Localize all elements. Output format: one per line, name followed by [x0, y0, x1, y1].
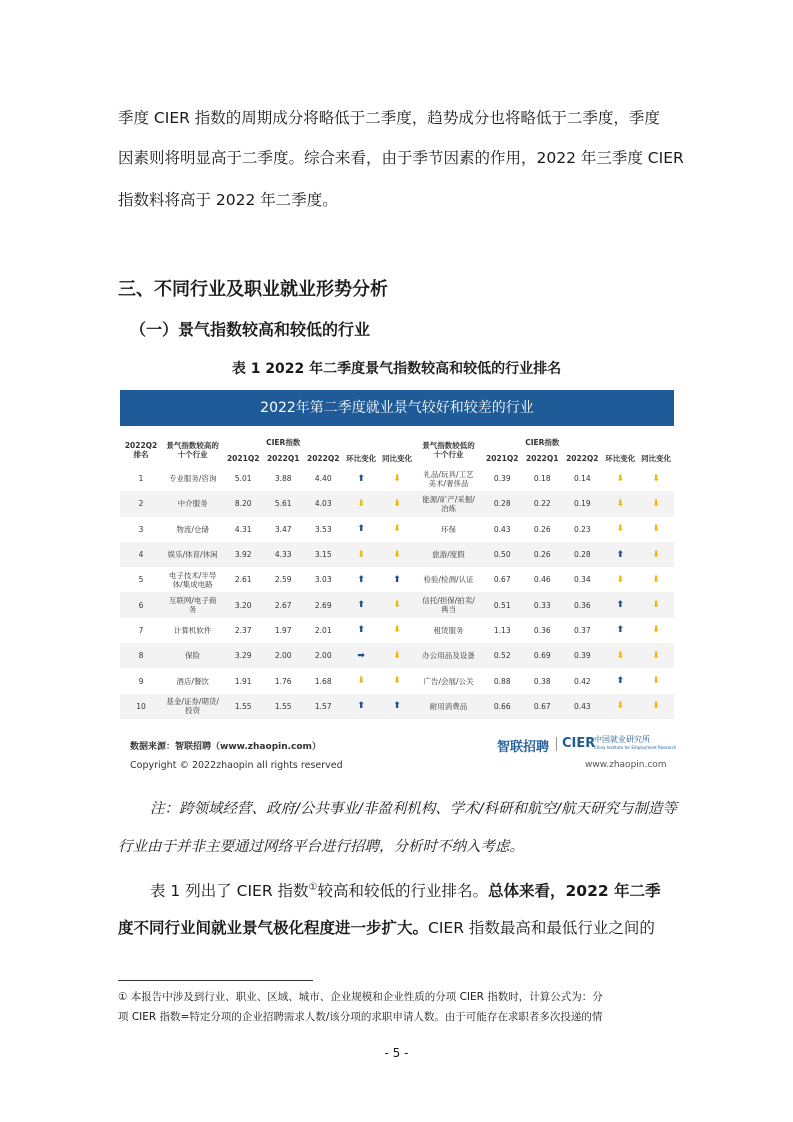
arrow-up-icon: ⬆: [616, 676, 624, 687]
value-cell: 1.68: [303, 668, 343, 693]
table-row: [120, 491, 674, 516]
mom-indicator: [343, 491, 379, 516]
arrow-down-icon: ⬇: [616, 574, 624, 585]
header-high-industry: 景气指数较高的 十个行业: [166, 441, 219, 459]
value-cell: 3.53: [303, 517, 343, 542]
yoy-indicator: [638, 466, 674, 491]
arrow-down-icon: ⬇: [616, 701, 624, 712]
high-industry-cell: 物流/仓储: [162, 517, 223, 542]
low-industry-cell: 检验/检测/认证: [415, 567, 482, 592]
value-cell: 2.01: [303, 618, 343, 643]
cier-logo-cn: 中国就业研究所: [594, 735, 650, 744]
mom-indicator: [602, 592, 638, 617]
yoy-indicator: [638, 567, 674, 592]
yoy-indicator: [379, 694, 415, 719]
cier-logo-en: China Institute for Employment Research: [594, 745, 677, 750]
arrow-up-icon: ⬆: [357, 701, 365, 712]
mom-indicator: [343, 542, 379, 567]
value-cell: 1.55: [223, 694, 263, 719]
value-cell: 0.14: [562, 466, 602, 491]
value-cell: 0.28: [562, 542, 602, 567]
rank-cell: 6: [120, 592, 162, 617]
arrow-down-icon: ⬇: [357, 549, 365, 560]
arrow-down-icon: ⬇: [616, 498, 624, 509]
value-cell: 5.61: [263, 491, 303, 516]
rank-cell: 8: [120, 643, 162, 668]
yoy-indicator: [638, 618, 674, 643]
value-cell: 0.46: [522, 567, 562, 592]
arrow-down-icon: ⬇: [616, 473, 624, 484]
yoy-indicator: [379, 668, 415, 693]
value-cell: 2.67: [263, 592, 303, 617]
value-cell: 0.19: [562, 491, 602, 516]
value-cell: 1.97: [263, 618, 303, 643]
table-caption: 表 1 2022 年二季度景气指数较高和较低的行业排名: [231, 361, 562, 377]
high-industry-cell: 酒店/餐饮: [162, 668, 223, 693]
arrow-down-icon: ⬇: [393, 524, 401, 535]
high-industry-cell: 电子技术/半导 体/集成电路: [162, 567, 223, 592]
low-industry-cell: 办公用品及设备: [415, 643, 482, 668]
subheader: 环比变化: [605, 453, 636, 463]
value-cell: 2.37: [223, 618, 263, 643]
value-cell: 1.76: [263, 668, 303, 693]
body-line-1: 季度 CIER 指数的周期成分将略低于二季度，趋势成分也将略低于二季度，季度: [118, 109, 660, 127]
para2-text: CIER 指数最高和最低行业之间的: [428, 919, 655, 937]
table-note-line-2: 行业由于并非主要通过网络平台进行招聘，分析时不纳入考虑。: [118, 839, 524, 855]
low-industry-cell: 广告/会展/公关: [415, 668, 482, 693]
mom-indicator: [343, 618, 379, 643]
yoy-indicator: [379, 643, 415, 668]
value-cell: 0.38: [522, 668, 562, 693]
yoy-indicator: [379, 567, 415, 592]
mom-indicator: [602, 668, 638, 693]
yoy-indicator: [638, 643, 674, 668]
value-cell: 0.36: [562, 592, 602, 617]
low-industry-cell: 旅游/度假: [415, 542, 482, 567]
arrow-down-icon: ⬇: [652, 676, 660, 687]
logo-divider: [556, 737, 557, 751]
value-cell: 3.47: [263, 517, 303, 542]
para2-emphasis: 总体来看，2022 年二季: [488, 882, 661, 901]
subsection-heading: （一）景气指数较高和较低的行业: [130, 320, 371, 339]
arrow-down-icon: ⬇: [652, 625, 660, 636]
value-cell: 0.39: [482, 466, 522, 491]
value-cell: 3.20: [223, 592, 263, 617]
mom-indicator: [343, 567, 379, 592]
arrow-up-icon: ⬆: [357, 625, 365, 636]
yoy-indicator: [379, 466, 415, 491]
arrow-down-icon: ⬇: [652, 701, 660, 712]
value-cell: 0.39: [562, 643, 602, 668]
body-para2-line-2: [118, 918, 678, 938]
rank-cell: 4: [120, 542, 162, 567]
subheader: 2021Q2: [486, 453, 519, 463]
arrow-down-icon: ⬇: [393, 498, 401, 509]
mom-indicator: [343, 643, 379, 668]
value-cell: 0.43: [482, 517, 522, 542]
arrow-up-icon: ⬆: [616, 600, 624, 611]
para2-text: 表 1 列出了 CIER 指数: [150, 882, 309, 901]
subheader: 2022Q1: [526, 453, 559, 463]
yoy-indicator: [638, 517, 674, 542]
value-cell: 0.50: [482, 542, 522, 567]
arrow-down-icon: ⬇: [652, 498, 660, 509]
cier-logo: CIER: [562, 736, 596, 751]
mom-indicator: [602, 466, 638, 491]
table-row: [120, 567, 674, 592]
para2-emphasis: 度不同行业间就业景气极化程度进一步扩大。: [118, 919, 429, 937]
arrow-down-icon: ⬇: [616, 650, 624, 661]
subheader: 2021Q2: [226, 453, 260, 463]
value-cell: 3.03: [303, 567, 343, 592]
high-industry-cell: 中介服务: [162, 491, 223, 516]
value-cell: 3.92: [223, 542, 263, 567]
subheader: 同比变化: [381, 453, 412, 463]
arrow-up-icon: ⬆: [393, 574, 401, 585]
mom-indicator: [602, 567, 638, 592]
subheader: 环比变化: [346, 453, 377, 463]
value-cell: 0.33: [522, 592, 562, 617]
arrow-down-icon: ⬇: [393, 473, 401, 484]
arrow-down-icon: ⬇: [393, 600, 401, 611]
value-cell: 0.26: [522, 517, 562, 542]
value-cell: 0.88: [482, 668, 522, 693]
arrow-down-icon: ⬇: [652, 574, 660, 585]
high-industry-cell: 保险: [162, 643, 223, 668]
mom-indicator: [602, 542, 638, 567]
rank-cell: 9: [120, 668, 162, 693]
value-cell: 0.26: [522, 542, 562, 567]
value-cell: 2.59: [263, 567, 303, 592]
yoy-indicator: [638, 491, 674, 516]
arrow-down-icon: ⬇: [357, 676, 365, 687]
value-cell: 4.33: [263, 542, 303, 567]
para2-text: 较高和较低的行业排名。: [317, 882, 489, 901]
yoy-indicator: [638, 668, 674, 693]
value-cell: 4.03: [303, 491, 343, 516]
table-row: [120, 466, 674, 491]
copyright: Copyright © 2022zhaopin all rights reserved: [130, 760, 343, 771]
arrow-up-icon: ⬆: [357, 574, 365, 585]
mom-indicator: [602, 694, 638, 719]
value-cell: 2.00: [303, 643, 343, 668]
value-cell: 1.91: [223, 668, 263, 693]
arrow-down-icon: ⬇: [393, 676, 401, 687]
value-cell: 0.36: [522, 618, 562, 643]
value-cell: 1.13: [482, 618, 522, 643]
yoy-indicator: [379, 542, 415, 567]
data-source: 数据来源：智联招聘（www.zhaopin.com）: [130, 742, 321, 752]
arrow-up-icon: ⬆: [357, 600, 365, 611]
value-cell: 0.34: [562, 567, 602, 592]
rank-cell: 10: [120, 694, 162, 719]
value-cell: 0.28: [482, 491, 522, 516]
value-cell: 0.69: [522, 643, 562, 668]
footnote-rule: [118, 980, 313, 981]
arrow-up-icon: ⬆: [616, 625, 624, 636]
zhaopin-logo: 智联招聘: [497, 740, 550, 755]
value-cell: 0.22: [522, 491, 562, 516]
subheader: 2022Q2: [566, 453, 599, 463]
footnote-line-1: ① 本报告中涉及到行业、职业、区域、城市、企业规模和企业性质的分项 CIER 指数时，计算公式为：分: [118, 991, 603, 1003]
yoy-indicator: [379, 592, 415, 617]
value-cell: 3.15: [303, 542, 343, 567]
arrow-down-icon: ⬇: [652, 473, 660, 484]
rank-cell: 2: [120, 491, 162, 516]
arrow-down-icon: ⬇: [652, 600, 660, 611]
mom-indicator: [602, 618, 638, 643]
value-cell: 1.55: [263, 694, 303, 719]
table-row: [120, 694, 674, 719]
low-industry-cell: 礼品/玩具/工艺 美术/奢侈品: [415, 466, 482, 491]
table-row: [120, 542, 674, 567]
industry-ranking-table: [120, 434, 674, 719]
value-cell: 0.23: [562, 517, 602, 542]
arrow-right-icon: ➡: [357, 650, 365, 661]
value-cell: 0.67: [482, 567, 522, 592]
arrow-down-icon: ⬇: [652, 524, 660, 535]
value-cell: 8.20: [223, 491, 263, 516]
header-cier-high: CIER指数: [266, 437, 301, 447]
site-url: www.zhaopin.com: [585, 760, 667, 770]
value-cell: 0.52: [482, 643, 522, 668]
value-cell: 0.67: [522, 694, 562, 719]
subheader: 同比变化: [641, 453, 672, 463]
low-industry-cell: 耐用消费品: [415, 694, 482, 719]
section-heading: 三、不同行业及职业就业形势分析: [118, 279, 388, 300]
mom-indicator: [343, 466, 379, 491]
arrow-down-icon: ⬇: [393, 549, 401, 560]
arrow-down-icon: ⬇: [357, 498, 365, 509]
arrow-down-icon: ⬇: [652, 650, 660, 661]
value-cell: 2.69: [303, 592, 343, 617]
table-row: [120, 592, 674, 617]
mom-indicator: [343, 668, 379, 693]
rank-cell: 5: [120, 567, 162, 592]
yoy-indicator: [638, 694, 674, 719]
arrow-up-icon: ⬆: [393, 701, 401, 712]
rank-cell: 1: [120, 466, 162, 491]
high-industry-cell: 基金/证券/期货/ 投资: [162, 694, 223, 719]
value-cell: 0.51: [482, 592, 522, 617]
low-industry-cell: 能源/矿产/采掘/ 冶炼: [415, 491, 482, 516]
mom-indicator: [602, 517, 638, 542]
value-cell: 2.61: [223, 567, 263, 592]
value-cell: 0.43: [562, 694, 602, 719]
header-cier-low: CIER指数: [525, 437, 560, 447]
table-row: [120, 668, 674, 693]
value-cell: 0.66: [482, 694, 522, 719]
table-row: [120, 618, 674, 643]
body-para2-line-1: [150, 878, 710, 901]
header-low-industry: 景气指数较低的 十个行业: [422, 441, 475, 459]
value-cell: 0.42: [562, 668, 602, 693]
table-banner: 2022年第二季度就业景气较好和较差的行业: [120, 390, 674, 426]
arrow-down-icon: ⬇: [393, 650, 401, 661]
subheader: 2022Q1: [266, 453, 300, 463]
high-industry-cell: 计算机软件: [162, 618, 223, 643]
mom-indicator: [343, 517, 379, 542]
yoy-indicator: [638, 592, 674, 617]
low-industry-cell: 租赁服务: [415, 618, 482, 643]
arrow-up-icon: ⬆: [616, 549, 624, 560]
value-cell: 0.37: [562, 618, 602, 643]
high-industry-cell: 娱乐/体育/休闲: [162, 542, 223, 567]
footnote-line-2: 项 CIER 指数=特定分项的企业招聘需求人数/该分项的求职申请人数。由于可能存在求职者多次投递的情: [118, 1011, 603, 1023]
mom-indicator: [343, 694, 379, 719]
subheader: 2022Q2: [307, 453, 340, 463]
yoy-indicator: [379, 491, 415, 516]
value-cell: 4.31: [223, 517, 263, 542]
value-cell: 0.18: [522, 466, 562, 491]
table-row: [120, 517, 674, 542]
footnote-ref[interactable]: ①: [308, 882, 318, 893]
body-line-3: 指数料将高于 2022 年二季度。: [118, 191, 338, 209]
value-cell: 2.00: [263, 643, 303, 668]
arrow-down-icon: ⬇: [616, 524, 624, 535]
arrow-up-icon: ⬆: [357, 473, 365, 484]
yoy-indicator: [379, 618, 415, 643]
mom-indicator: [602, 491, 638, 516]
rank-cell: 3: [120, 517, 162, 542]
low-industry-cell: 信托/担保/拍卖/ 典当: [415, 592, 482, 617]
high-industry-cell: 专业服务/咨询: [162, 466, 223, 491]
mom-indicator: [602, 643, 638, 668]
yoy-indicator: [379, 517, 415, 542]
value-cell: 5.01: [223, 466, 263, 491]
low-industry-cell: 环保: [415, 517, 482, 542]
arrow-down-icon: ⬇: [393, 625, 401, 636]
header-rank: 2022Q2 排名: [124, 441, 158, 459]
table-row: [120, 643, 674, 668]
page-number: - 5 -: [384, 1046, 409, 1060]
rank-cell: 7: [120, 618, 162, 643]
value-cell: 3.88: [263, 466, 303, 491]
value-cell: 4.40: [303, 466, 343, 491]
arrow-up-icon: ⬆: [357, 524, 365, 535]
value-cell: 3.29: [223, 643, 263, 668]
high-industry-cell: 互联网/电子商 务: [162, 592, 223, 617]
arrow-down-icon: ⬇: [652, 549, 660, 560]
value-cell: 1.57: [303, 694, 343, 719]
yoy-indicator: [638, 542, 674, 567]
mom-indicator: [343, 592, 379, 617]
body-line-2: 因素则将明显高于二季度。综合来看，由于季节因素的作用，2022 年三季度 CIER: [118, 149, 684, 167]
table-note-line-1: 注：跨领域经营、政府/公共事业/非盈利机构、学术/科研和航空/航天研究与制造等: [150, 801, 678, 817]
